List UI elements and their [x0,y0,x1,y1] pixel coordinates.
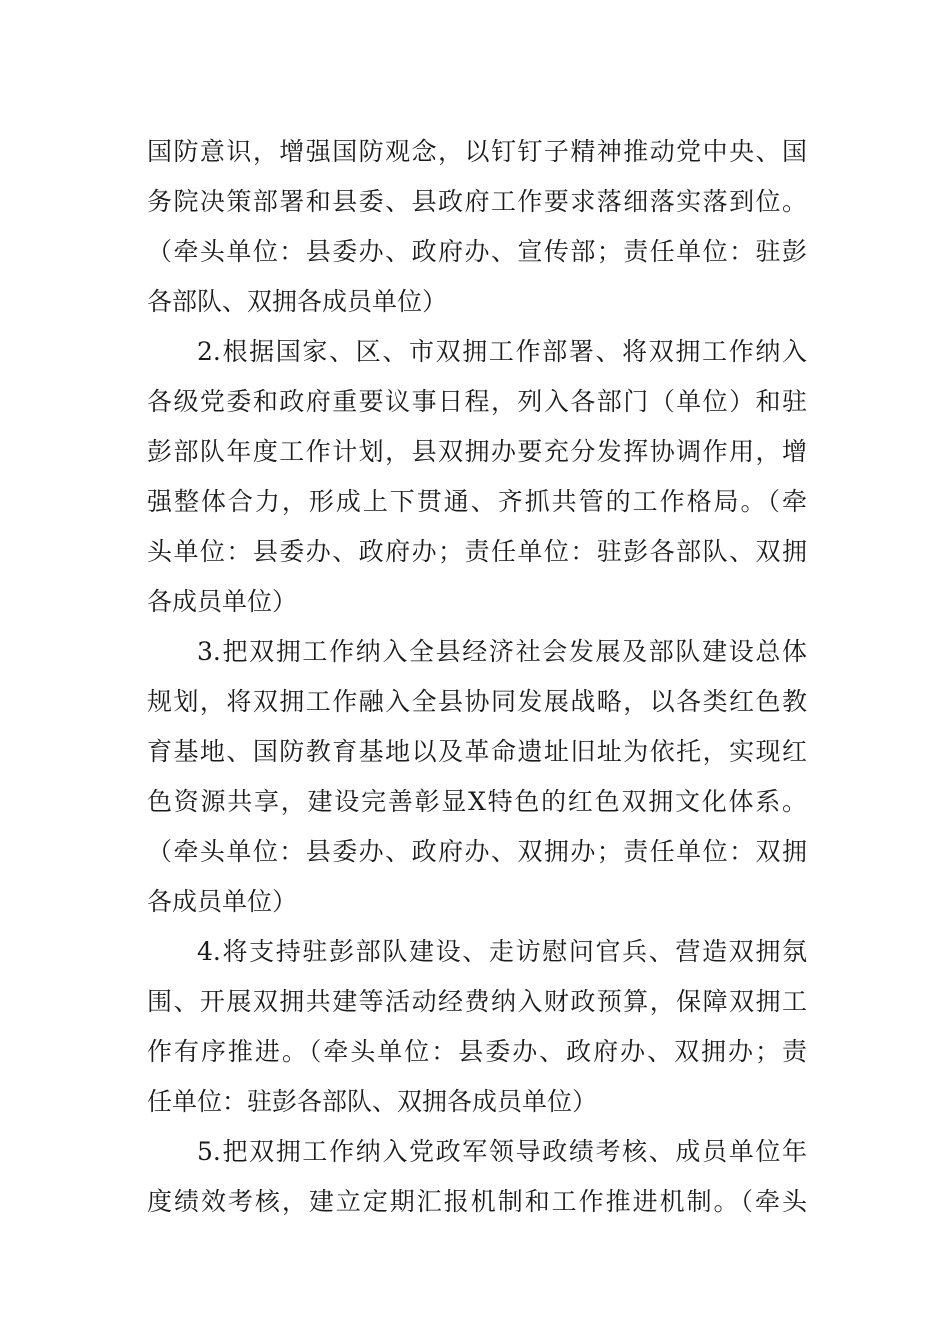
paragraph-3-line-4: 色资源共享，建设完善彰显X特色的红色双拥文化体系。 [147,787,807,816]
paragraph-4-line-1: 4.将支持驻彭部队建设、走访慰问官兵、营造双拥氛 [197,937,807,966]
paragraph-3-line-5: （牵头单位：县委办、政府办、双拥办；责任单位：双拥 [147,837,807,866]
paragraph-1-line-3: （牵头单位：县委办、政府办、宣传部；责任单位：驻彭 [147,237,807,266]
paragraph-2-line-3: 彭部队年度工作计划，县双拥办要充分发挥协调作用，增 [147,437,807,466]
paragraph-4-line-3: 作有序推进。（牵头单位：县委办、政府办、双拥办；责 [147,1037,807,1066]
paragraph-3-line-6: 各成员单位） [147,887,298,916]
paragraph-3-line-2: 规划，将双拥工作融入全县协同发展战略，以各类红色教 [147,687,807,716]
paragraph-3-line-1: 3.把双拥工作纳入全县经济社会发展及部队建设总体 [197,637,807,666]
paragraph-1-line-2: 务院决策部署和县委、县政府工作要求落细落实落到位。 [147,187,807,216]
paragraph-2-line-2: 各级党委和政府重要议事日程，列入各部门（单位）和驻 [147,387,807,416]
paragraph-3-line-3: 育基地、国防教育基地以及革命遗址旧址为依托，实现红 [147,737,807,766]
paragraph-2-line-5: 头单位：县委办、政府办；责任单位：驻彭各部队、双拥 [147,537,807,566]
paragraph-1-line-4: 各部队、双拥各成员单位） [147,287,448,316]
paragraph-2-line-6: 各成员单位） [147,587,298,616]
paragraph-5-line-1: 5.把双拥工作纳入党政军领导政绩考核、成员单位年 [197,1137,807,1166]
paragraph-5-line-2: 度绩效考核，建立定期汇报机制和工作推进机制。（牵头 [147,1187,807,1216]
paragraph-4-line-2: 围、开展双拥共建等活动经费纳入财政预算，保障双拥工 [147,987,807,1016]
paragraph-4-line-4: 任单位：驻彭各部队、双拥各成员单位） [147,1087,598,1116]
paragraph-1-line-1: 国防意识，增强国防观念，以钉钉子精神推动党中央、国 [147,137,807,166]
paragraph-2-line-1: 2.根据国家、区、市双拥工作部署、将双拥工作纳入 [197,337,807,366]
paragraph-2-line-4: 强整体合力，形成上下贯通、齐抓共管的工作格局。（牵 [147,487,807,516]
